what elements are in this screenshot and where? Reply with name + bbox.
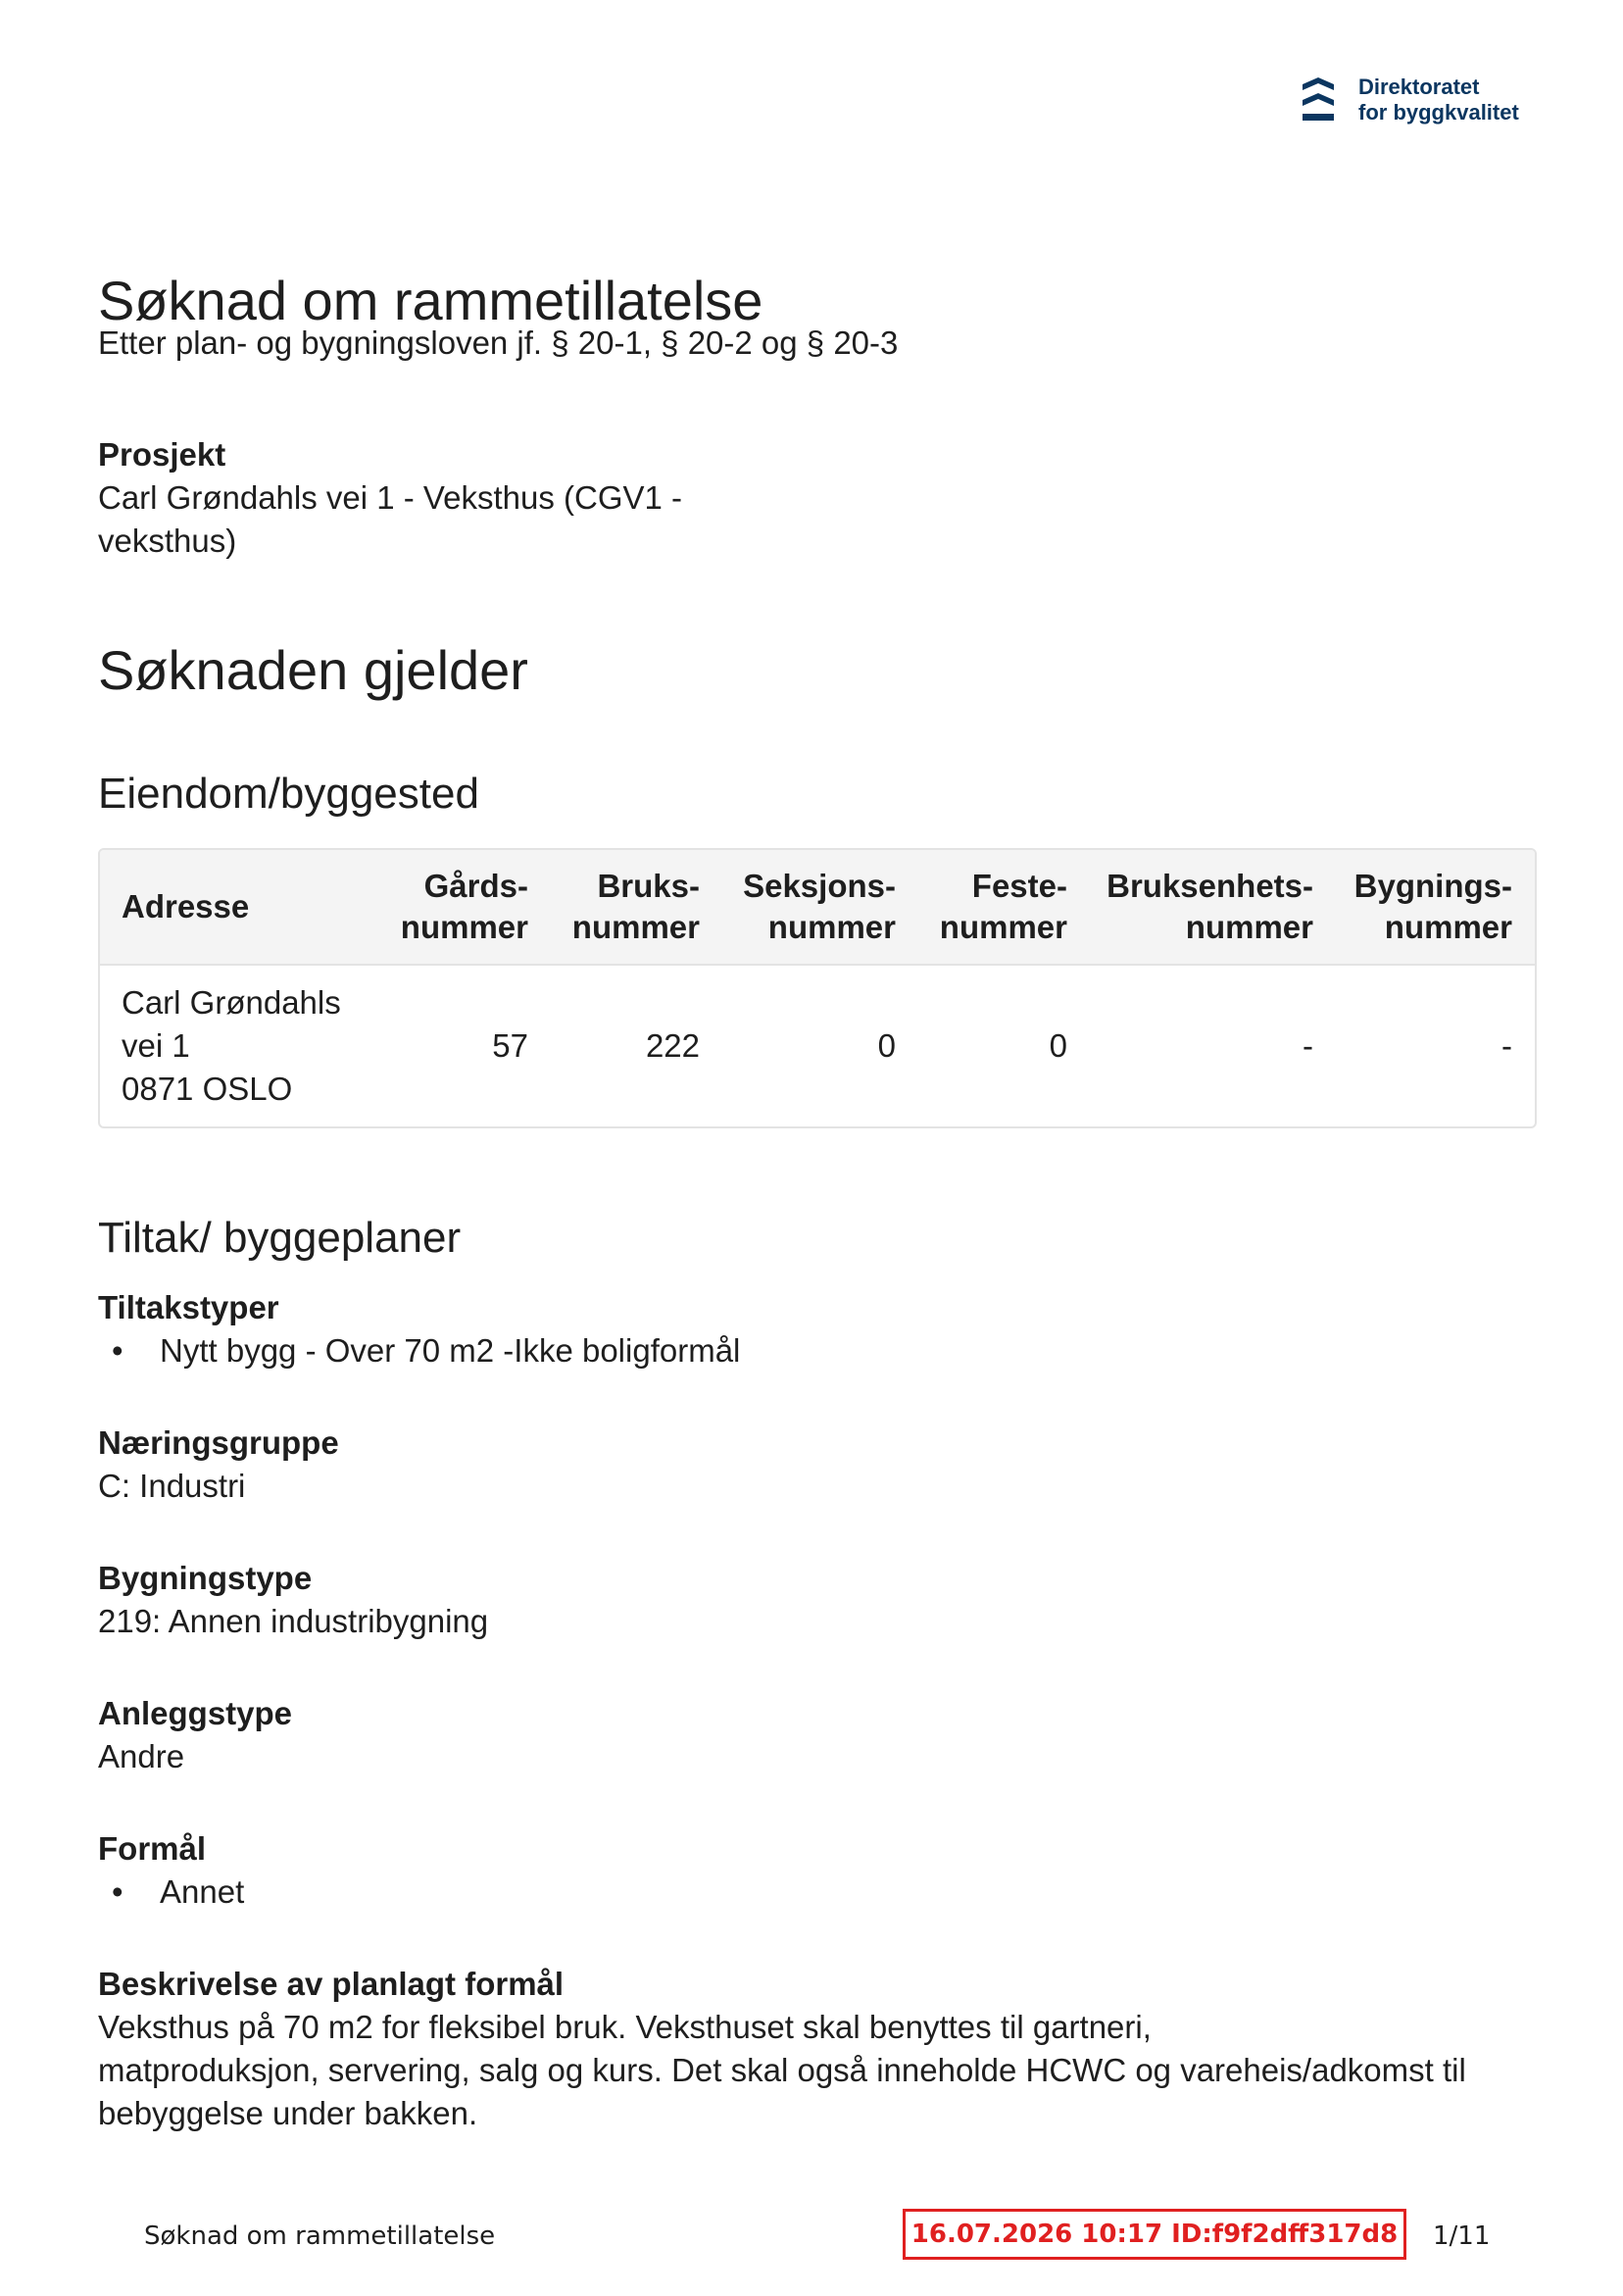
bygningstype-label: Bygningstype xyxy=(98,1560,313,1596)
dibk-logo-icon xyxy=(1300,75,1337,125)
col-adresse: Adresse xyxy=(122,888,250,924)
timestamp-stamp: 16.07.2026 10:17 ID:f9f2dff317d8 xyxy=(903,2209,1406,2260)
cell-gardsnummer: 57 xyxy=(492,1027,528,1064)
beskrivelse-line-2: matproduksjon, servering, salg og kurs. Det skal også inneholde HCWC og vareheis/adkomst til xyxy=(98,2052,1466,2088)
document-subtitle: Etter plan- og bygningsloven jf. § 20-1, § 20-2 og § 20-3 xyxy=(98,324,899,361)
dibk-logo xyxy=(1300,75,1519,125)
cell-festenummer: 0 xyxy=(1049,1027,1067,1064)
col-bygningsnummer: Bygnings- nummer xyxy=(1353,868,1512,945)
logo-line-2: for byggkvalitet xyxy=(1358,100,1519,125)
cell-bruksenhetsnummer: - xyxy=(1303,1027,1313,1064)
section-heading: Søknaden gjelder xyxy=(98,639,528,701)
logo-line-1: Direktoratet xyxy=(1358,75,1480,99)
cell-seksjonsnummer: 0 xyxy=(877,1027,896,1064)
tiltakstyper-label: Tiltakstyper xyxy=(98,1289,279,1325)
footer-title: Søknad om rammetillatelse xyxy=(144,2221,496,2251)
formal-block xyxy=(98,1827,1533,1914)
beskrivelse-line-1: Veksthus på 70 m2 for fleksibel bruk. Veksthuset skal benyttes til gartneri, xyxy=(98,2009,1152,2045)
col-bruksnummer: Bruks- nummer xyxy=(571,868,700,945)
eiendom-heading: Eiendom/byggested xyxy=(98,770,479,818)
col-festenummer: Feste- nummer xyxy=(939,868,1067,945)
tiltak-heading: Tiltak/ byggeplaner xyxy=(98,1214,462,1262)
bygningstype-value: 219: Annen industribygning xyxy=(98,1603,489,1639)
cell-bygningsnummer: - xyxy=(1501,1027,1512,1064)
prosjekt-block xyxy=(98,433,725,563)
formal-label: Formål xyxy=(98,1830,207,1867)
document-title: Søknad om rammetillatelse xyxy=(98,270,763,331)
page-number: 1/11 xyxy=(1433,2221,1491,2251)
anleggstype-label: Anleggstype xyxy=(98,1695,293,1731)
col-bruksenhetsnummer: Bruksenhets- nummer xyxy=(1107,868,1313,945)
bygningstype-block xyxy=(98,1557,1533,1643)
beskrivelse-line-3: bebyggelse under bakken. xyxy=(98,2095,478,2131)
prosjekt-value: Carl Grøndahls vei 1 - Veksthus (CGV1 - veksthus) xyxy=(98,479,683,559)
cell-bruksnummer: 222 xyxy=(645,1027,700,1064)
eiendom-table xyxy=(98,848,1537,1128)
anleggstype-block xyxy=(98,1692,1533,1778)
naeringsgruppe-block xyxy=(98,1422,1533,1508)
prosjekt-label: Prosjekt xyxy=(98,436,226,473)
list-item: • Nytt bygg - Over 70 m2 -Ikke boligformål xyxy=(112,1332,741,1369)
list-item: • Annet xyxy=(112,1873,245,1910)
col-gardsnummer: Gårds- nummer xyxy=(400,868,528,945)
beskrivelse-label: Beskrivelse av planlagt formål xyxy=(98,1966,565,2002)
col-seksjonsnummer: Seksjons- nummer xyxy=(743,868,896,945)
beskrivelse-block xyxy=(98,1963,1533,2135)
naeringsgruppe-value: C: Industri xyxy=(98,1468,246,1504)
naeringsgruppe-label: Næringsgruppe xyxy=(98,1424,339,1461)
anleggstype-value: Andre xyxy=(98,1738,185,1774)
table-header xyxy=(100,850,1535,966)
cell-adresse: Carl Grøndahls vei 1 0871 OSLO xyxy=(122,984,341,1107)
tiltakstyper-block xyxy=(98,1286,1533,1373)
table-row xyxy=(100,966,1535,1126)
